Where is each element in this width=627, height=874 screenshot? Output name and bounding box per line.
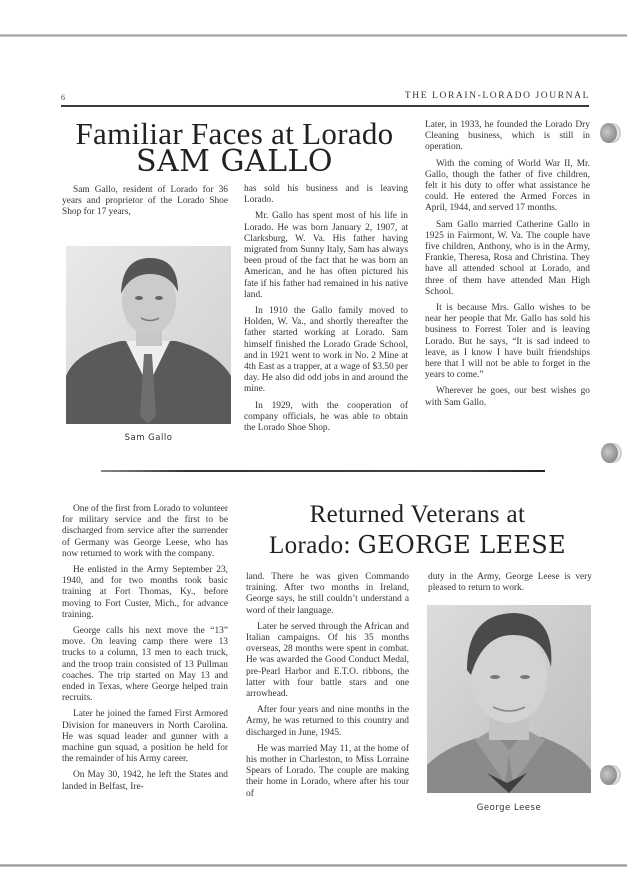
paragraph: Mr. Gallo has spent most of his life in Lorado. He was born January 2, 1907, at Clarksburg, W. Va. His father having migrated from Sunny Italy, Sam has always been proud of the fact that he was born an American, and he has often pictured his fate if his father had remained in his native land. (244, 211, 408, 300)
article-column-2 (244, 184, 408, 439)
article-column-3 (428, 572, 592, 599)
article-column-1 (62, 185, 228, 224)
paragraph: Sam Gallo, resident of Lorado for 36 years and proprietor of the Lorado Shoe Shop for 17 years, (62, 185, 228, 218)
photo-caption: Sam Gallo (124, 433, 173, 443)
article-column-2 (246, 572, 409, 805)
section-divider (101, 470, 545, 472)
article-title (245, 500, 590, 561)
paragraph: Sam Gallo married Catherine Gallo in 1925 in Fairmont, W. Va. The couple have five children, Anthony, who is in the Army, Frankie, Theresa, Rosa and Christina. They have all attended school at Lorado, and three of them have attended Man High School. (425, 219, 590, 297)
paragraph: Later, in 1933, he founded the Lorado Dry Cleaning business, which is still in operation. (425, 120, 590, 153)
paragraph: After four years and nine months in the Army, he was returned to this country and discharged in June, 1945. (246, 705, 409, 738)
scan-edge-bottom (0, 864, 627, 867)
portrait-photo-icon (66, 246, 231, 424)
article-column-3 (425, 120, 590, 414)
paragraph: Later he served through the African and Italian campaigns. Of his 35 months overseas, 28 months were spent in combat. He was awarded the Good Conduct Medal, pre-Pearl Harbor and E.T.O. ribbons, the latter with four battle stars and one arrowhead. (246, 621, 409, 700)
article-subject-name: GEORGE LEESE (357, 531, 567, 559)
paragraph: has sold his business and is leaving Lorado. (244, 184, 408, 206)
article-column-1 (62, 504, 228, 798)
paragraph: duty in the Army, George Leese is very pleased to return to work. (428, 572, 592, 594)
paragraph: In 1910 the Gallo family moved to Holden, W. Va., and shortly thereafter the father started working at Lorado. Sam himself finished the Lorado Grade School, and in 1921 went to work in No. 2 Mine at 4th East as a trapper, at a wage of $3.50 per day. He also did odd jobs in and around the mine. (244, 306, 408, 395)
paragraph: He enlisted in the Army September 23, 1940, and for two months took basic training at Fort Thomas, Ky., before moving to Fort Custer, Mich., for advance training. (62, 565, 228, 620)
binder-hole-icon (600, 123, 617, 143)
paragraph: He was married May 11, at the home of his mother in Charleston, to Miss Lorraine Spears of Lorado. The couple are making their home in Lorado, where after his tour of (246, 743, 409, 799)
portrait-photo-george-leese (427, 605, 591, 793)
binder-hole-icon (601, 443, 618, 463)
paragraph: With the coming of World War II, Mr. Gallo, though the father of five children, felt it his duty to offer what assistance he could. He entered the Armed Forces in April, 1944, and served 17 months. (425, 158, 590, 214)
paragraph: Wherever he goes, our best wishes go with Sam Gallo. (425, 386, 590, 408)
paragraph: In 1929, with the cooperation of company officials, he was able to obtain the Lorado Shoe Shop. (244, 400, 408, 434)
article-title-line-2 (245, 530, 590, 561)
header-rule (61, 105, 589, 107)
binder-hole-icon (600, 765, 617, 785)
page-number: 6 (61, 93, 65, 102)
portrait-photo-sam-gallo (66, 246, 231, 424)
paragraph: One of the first from Lorado to volunteer for military service and the first to be discharged from service after the surrender of Germany was George Leese, who has now returned to work with the company. (62, 504, 228, 559)
paragraph: land. There he was given Commando training. After two months in Ireland, George says, he still couldn’t understand a word of their language. (246, 572, 409, 616)
article-title: Familiar Faces at Lorado (75, 116, 394, 151)
photo-caption: George Leese (476, 803, 542, 813)
paragraph: Later he joined the famed First Armored Division for maneuvers in North Carolina. He was squad leader and gunner with a machine gun squad, a position he held for the remainder of his Army career. (62, 709, 228, 765)
paragraph: It is because Mrs. Gallo wishes to be near her people that Mr. Gallo has sold his business to Forrest Toler and is leaving Lorado. But he says, “It is sad indeed to leave, as I know I have built friendships here that I will not be able to forget in the years to come.” (425, 303, 590, 381)
paragraph: On May 30, 1942, he left the States and landed in Belfast, Ire- (62, 770, 228, 792)
paragraph: George calls his next move the “13” move. On leaving camp there were 13 trucks to a column, 13 men to each truck, and the troop train consisted of 13 Pullman coaches. The trip started on May 13 and ended in Texas, where George helped train recruits. (62, 626, 228, 704)
portrait-photo-icon (427, 605, 591, 793)
article-title-line-1: Returned Veterans at (309, 501, 526, 528)
scan-edge-top (0, 34, 627, 37)
article-title-prefix: Lorado: (268, 532, 358, 559)
article-subject-name: SAM GALLO (135, 144, 334, 179)
journal-name: THE LORAIN-LORADO JOURNAL (404, 91, 590, 101)
